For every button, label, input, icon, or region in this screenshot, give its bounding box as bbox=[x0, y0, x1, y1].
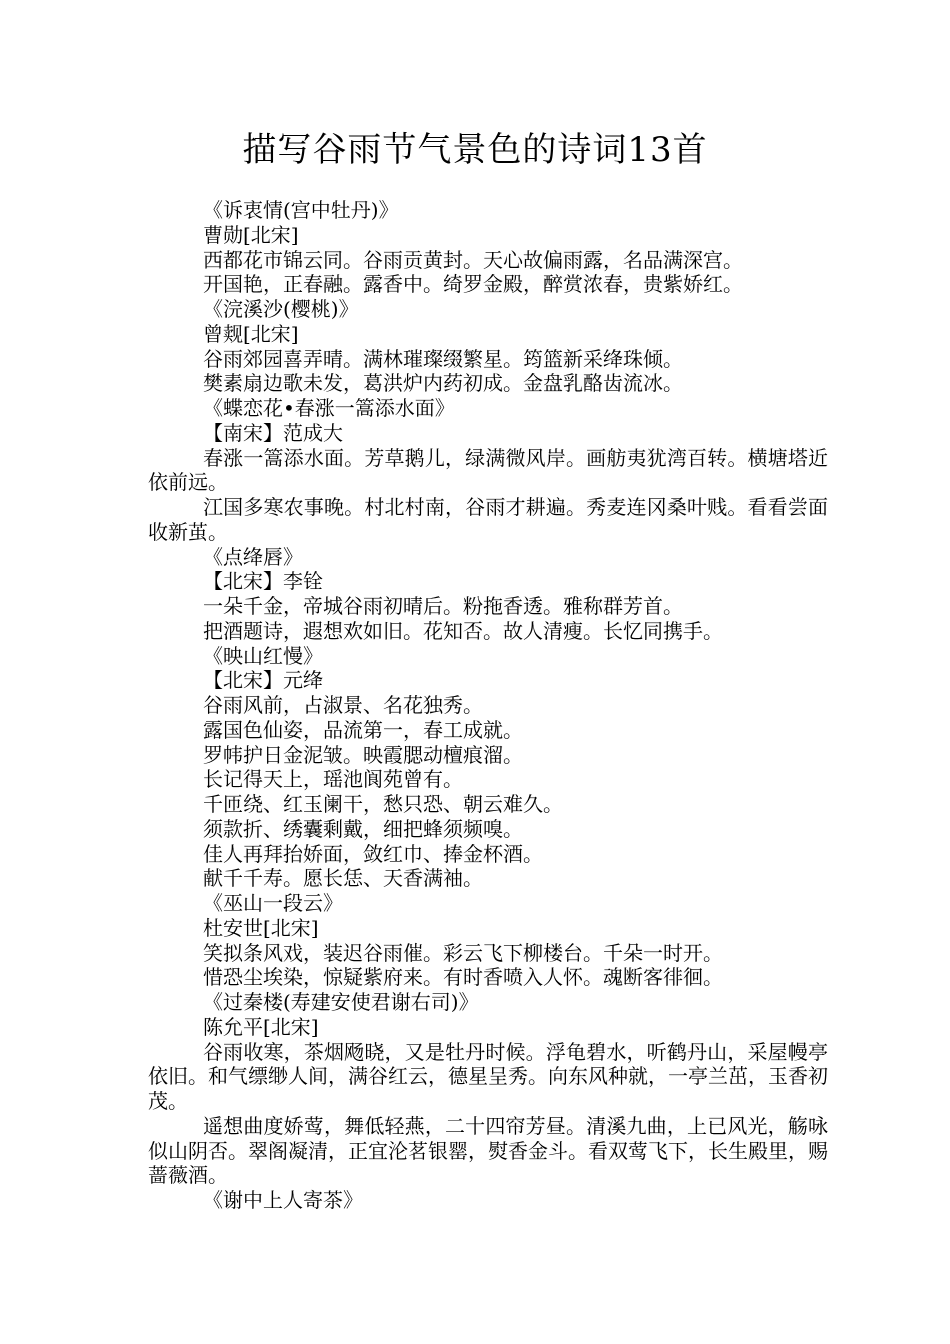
poem-title-line: 《诉衷情(宫中牡丹)》 bbox=[203, 198, 399, 222]
poem-author-line: 【北宋】元绛 bbox=[203, 668, 323, 693]
poem-verse-paragraph: 江国多寒农事晚。村北村南，谷雨才耕遍。秀麦连冈桑叶贱。看看尝面收新茧。 bbox=[148, 495, 828, 544]
poem-verse-line: 献千千寿。愿长恁、天香满袖。 bbox=[203, 866, 483, 891]
page-title: 描写谷雨节气景色的诗词13首 bbox=[242, 130, 708, 170]
poem-verse-line: 长记得天上，瑶池阆苑曾有。 bbox=[203, 767, 463, 792]
poem-verse-line: 一朵千金，帝城谷雨初晴后。粉拖香透。雅称群芳首。 bbox=[203, 594, 683, 618]
poem-verse-line: 樊素扇边歌未发，葛洪炉内药初成。金盘乳酪齿流冰。 bbox=[203, 371, 683, 396]
poem-verse-paragraph: 春涨一篙添水面。芳草鹅儿，绿满微风岸。画舫夷犹湾百转。横塘塔近依前远。 bbox=[148, 445, 828, 495]
poem-author-line: 曾觌[北宋] bbox=[203, 321, 299, 346]
poem-verse-line: 笑拟条风戏，装迟谷雨催。彩云飞下柳楼台。千朵一时开。 bbox=[203, 940, 723, 965]
poem-verse-paragraph: 谷雨收寒，茶烟飏晓，又是牡丹时候。浮龟碧水，听鹤丹山，采屋幔亭依旧。和气缥缈人间，满谷红云，德星呈秀。向东风种就，一亭兰茁，玉香初茂。 bbox=[148, 1039, 828, 1113]
poem-verse-line: 千匝绕、红玉阑干，愁只恐、朝云难久。 bbox=[203, 792, 563, 816]
poem-title-line: 《过秦楼(寿建安使君谢右司)》 bbox=[203, 990, 479, 1014]
poem-verse-line: 谷雨风前，占淑景、名花独秀。 bbox=[203, 693, 483, 717]
poem-author-line: 陈允平[北宋] bbox=[203, 1014, 319, 1039]
poem-verse-line: 须款折、绣囊剩戴，细把蜂须频嗅。 bbox=[203, 816, 523, 841]
poem-verse-paragraph: 遥想曲度娇莺，舞低轻燕，二十四帘芳昼。清溪九曲，上已风光，觞咏似山阴否。翠阁凝清，正宜沦茗银罂，熨香金斗。看双莺飞下，长生殿里，赐蔷薇酒。 bbox=[148, 1113, 828, 1188]
poem-verse-line: 谷雨郊园喜弄晴。满林璀璨缀繁星。筠篮新采绛珠倾。 bbox=[203, 346, 683, 371]
poem-title-line: 《谢中上人寄茶》 bbox=[203, 1188, 363, 1212]
poem-title-line: 《浣溪沙(樱桃)》 bbox=[203, 297, 359, 321]
poem-verse-line: 露国色仙姿，品流第一，春工成就。 bbox=[203, 717, 523, 742]
poem-title-line: 《蝶恋花•春涨一篙添水面》 bbox=[203, 396, 455, 420]
poem-body bbox=[148, 198, 828, 1213]
poem-verse-line: 惜恐尘埃染，惊疑紫府来。有时香喷入人怀。魂断客徘徊。 bbox=[203, 965, 723, 990]
poem-title-line: 《映山红慢》 bbox=[203, 643, 323, 668]
poem-verse-line: 把酒题诗，遐想欢如旧。花知否。故人清瘦。长忆同携手。 bbox=[203, 618, 723, 643]
poem-author-line: 杜安世[北宋] bbox=[203, 915, 319, 940]
poem-verse-line: 佳人再拜抬娇面，敛红巾、捧金杯酒。 bbox=[203, 841, 543, 866]
poem-author-line: 曹勋[北宋] bbox=[203, 222, 299, 247]
poem-verse-line: 罗帏护日金泥皱。映霞腮动檀痕溜。 bbox=[203, 742, 523, 767]
poem-author-line: 【北宋】李铨 bbox=[203, 569, 323, 594]
poem-title-line: 《点绛唇》 bbox=[203, 544, 303, 569]
poem-verse-line: 开国艳，正春融。露香中。绮罗金殿，醉赏浓春，贵紫娇红。 bbox=[203, 272, 743, 297]
poem-author-line: 【南宋】范成大 bbox=[203, 420, 343, 445]
poem-verse-line: 西都花市锦云同。谷雨贡黄封。天心故偏雨露，名品满深宫。 bbox=[203, 247, 743, 272]
poem-title-line: 《巫山一段云》 bbox=[203, 891, 343, 915]
